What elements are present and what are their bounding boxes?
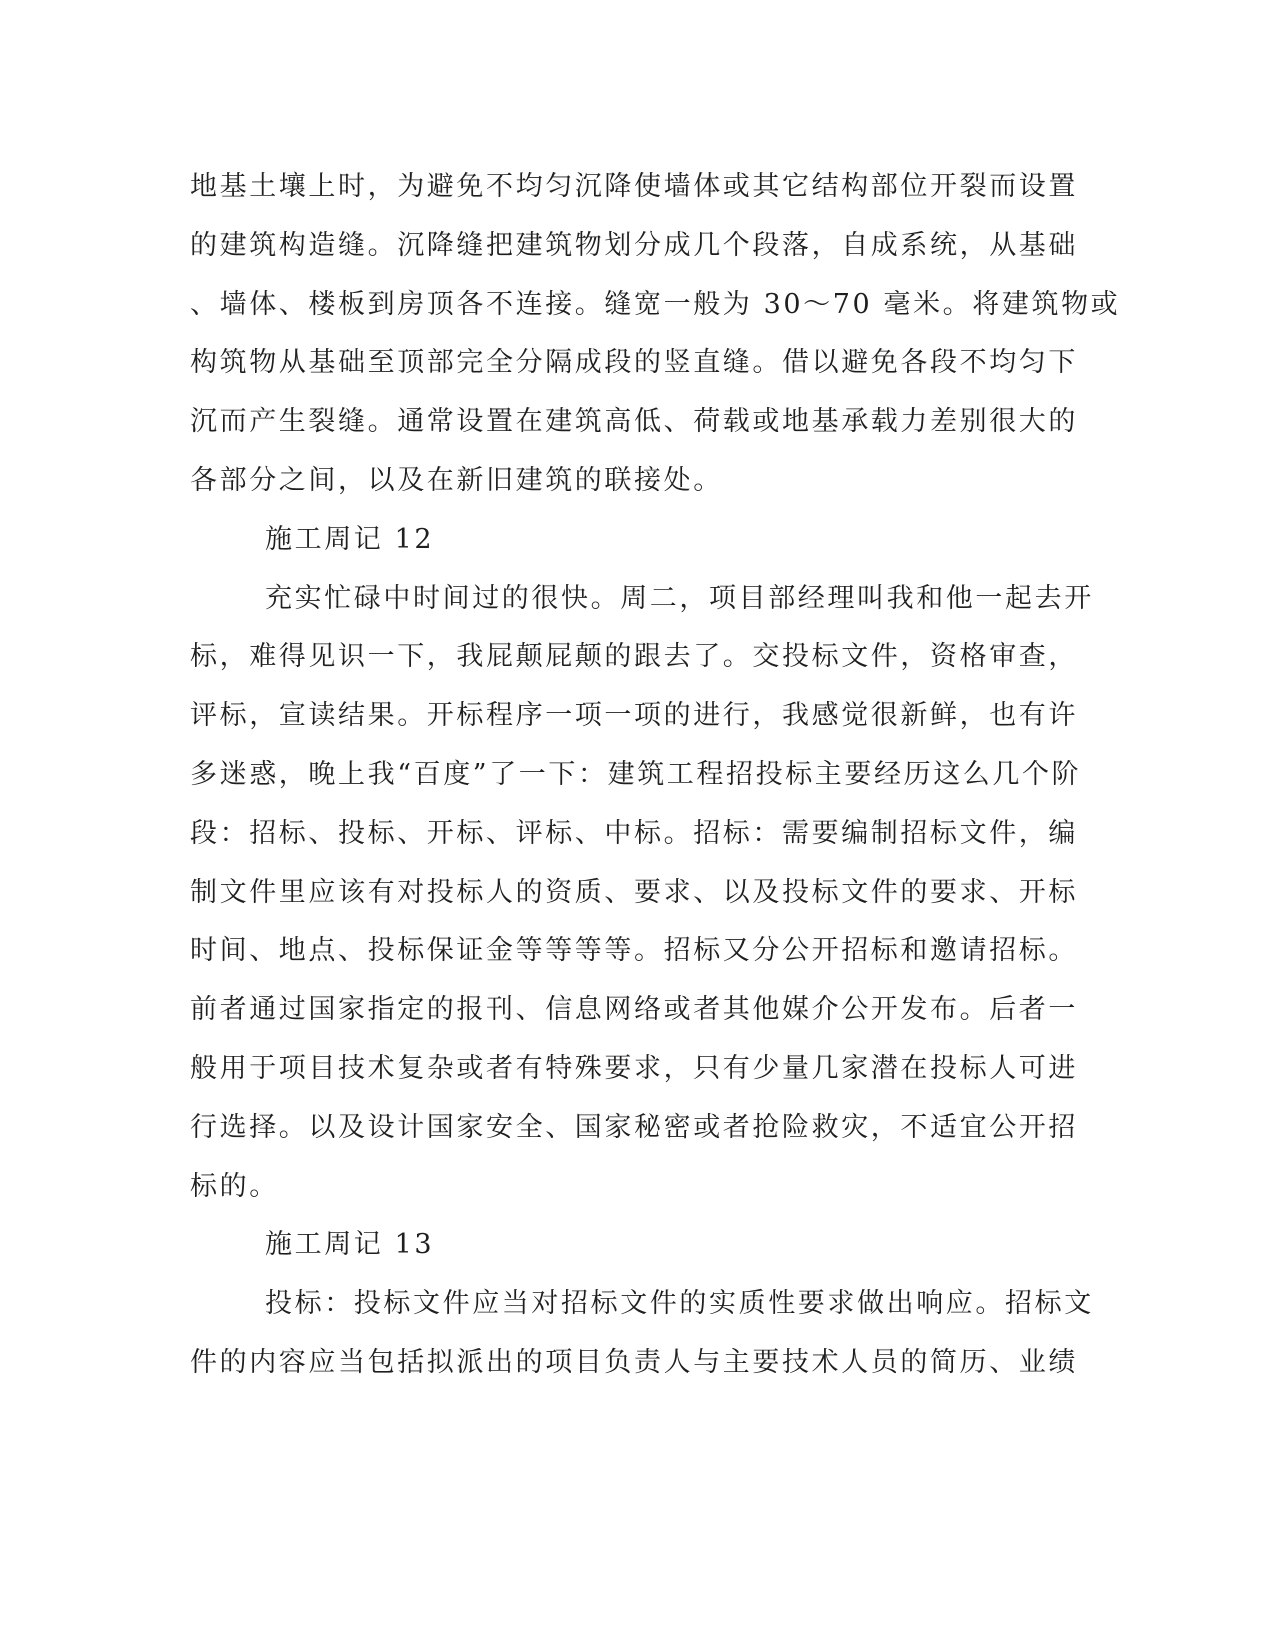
text-line: 沉而产生裂缝。通常设置在建筑高低、荷载或地基承载力差别很大的: [190, 406, 1078, 438]
text-line: 投标：投标文件应当对招标文件的实质性要求做出响应。招标文: [265, 1288, 1094, 1320]
text-line: 行选择。以及设计国家安全、国家秘密或者抢险救灾，不适宜公开招: [190, 1111, 1078, 1143]
text-line: 段：招标、投标、开标、评标、中标。招标：需要编制招标文件，编: [190, 817, 1078, 849]
text-line: 地基土壤上时，为避免不均匀沉降使墙体或其它结构部位开裂而设置: [190, 171, 1078, 202]
text-line: 标的。: [190, 1170, 279, 1202]
text-line: 前者通过国家指定的报刊、信息网络或者其他媒介公开发布。后者一: [190, 994, 1078, 1026]
text-line: 评标，宣读结果。开标程序一项一项的进行，我感觉很新鲜，也有许: [190, 700, 1078, 732]
text-line: 多迷惑，晚上我“百度”了一下：建筑工程招投标主要经历这么几个阶: [190, 758, 1082, 790]
text-line: 标，难得见识一下，我屁颠屁颠的跟去了。交投标文件，资格审查，: [190, 641, 1078, 673]
text-line: 件的内容应当包括拟派出的项目负责人与主要技术人员的简历、业绩: [190, 1346, 1078, 1378]
paragraph-week-12: [190, 570, 1094, 1217]
text-line: 施工周记 12: [265, 523, 435, 555]
paragraph-week-13: [190, 1275, 1094, 1393]
text-line: 、墙体、楼板到房顶各不连接。缝宽一般为 30～70 毫米。将建筑物或: [190, 288, 1121, 320]
paragraph-settlement-joint: [190, 158, 1121, 511]
text-line: 各部分之间，以及在新旧建筑的联接处。: [190, 464, 723, 496]
text-line: 制文件里应该有对投标人的资质、要求、以及投标文件的要求、开标: [190, 876, 1078, 908]
text-line: 构筑物从基础至顶部完全分隔成段的竖直缝。借以避免各段不均匀下: [190, 347, 1078, 379]
text-line: 充实忙碌中时间过的很快。周二，项目部经理叫我和他一起去开: [265, 582, 1094, 614]
text-line: 的建筑构造缝。沉降缝把建筑物划分成几个段落，自成系统，从基础: [190, 229, 1078, 261]
text-line: 般用于项目技术复杂或者有特殊要求，只有少量几家潜在投标人可进: [190, 1052, 1078, 1084]
heading-week-12: [190, 511, 1070, 570]
document-body: [190, 158, 1121, 1393]
text-line: 时间、地点、投标保证金等等等等。招标又分公开招标和邀请招标。: [190, 935, 1078, 967]
heading-week-13: [190, 1216, 1070, 1275]
text-line: 施工周记 13: [265, 1229, 435, 1261]
